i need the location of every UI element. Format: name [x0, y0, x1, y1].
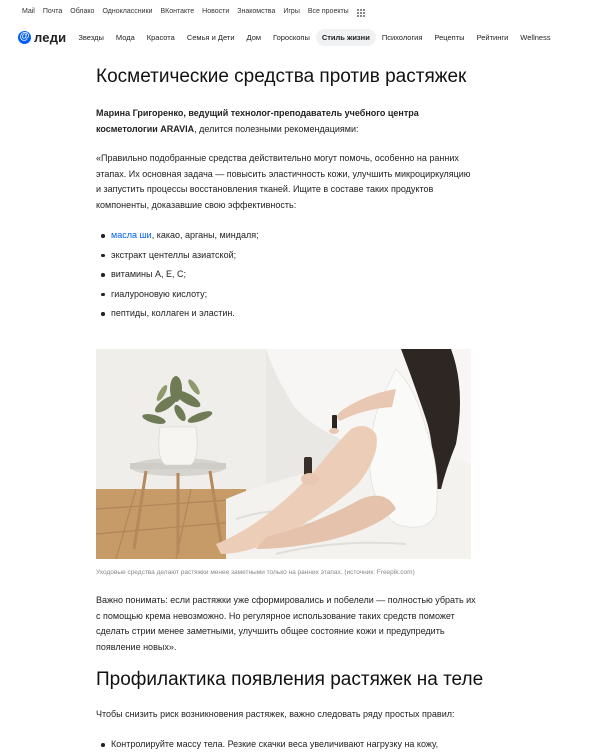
list-item: масла ши, какао, арганы, миндаля; — [96, 226, 476, 246]
shea-butter-link[interactable]: масла ши — [111, 230, 152, 240]
nav-item-lifestyle[interactable]: Стиль жизни — [316, 29, 376, 46]
at-sign-icon: @ — [19, 31, 30, 42]
expert-intro-rest: , делится полезными рекомендациями: — [194, 123, 359, 134]
portal-link-mail[interactable]: Mail — [22, 7, 35, 15]
list-item: витамины А, Е, С; — [96, 265, 476, 285]
portal-link-vkontakte[interactable]: ВКонтакте — [160, 7, 195, 15]
list-item: экстракт центеллы азиатской; — [96, 246, 476, 266]
ingredients-list — [96, 226, 476, 324]
portal-link-dating[interactable]: Знакомства — [237, 7, 276, 15]
expert-quote: «Правильно подобранные средства действительно могут помочь, особенно на ранних этапах. Их основная задача — повысить эластичность кожи, улучшить микроциркуляцию и запустить процессы восстановления тканей. Ищите в составе таких продуктов компоненты, доказавшие свою эффективность: — [96, 153, 471, 210]
nav-item-fashion[interactable]: Мода — [115, 32, 135, 42]
article-heading: Косметические средства против растяжек — [96, 66, 467, 87]
site-logo[interactable] — [18, 30, 66, 45]
grid-icon — [357, 9, 365, 17]
expert-name: Марина Григоренко, ведущий технолог-преподаватель учебного центра косметологии ARAVIA — [96, 108, 419, 134]
section-heading: Профилактика появления растяжек на теле — [96, 669, 484, 690]
portal-link-oblako[interactable]: Облако — [70, 7, 95, 15]
prevention-list — [96, 735, 476, 755]
portal-link-news[interactable]: Новости — [202, 7, 230, 15]
portal-link-all-projects[interactable]: Все проекты — [307, 7, 349, 15]
list-item: Контролируйте массу тела. Резкие скачки веса увеличивают нагрузку на кожу, — [96, 735, 476, 755]
nav-item-recipes[interactable]: Рецепты — [434, 32, 465, 42]
nav-item-stars[interactable]: Звезды — [78, 32, 104, 42]
photo-caption: Уходовые средства делают растяжки менее заметными только на ранних этапах. (источник: Freepik.com) — [96, 569, 415, 576]
projects-menu-button[interactable] — [357, 6, 365, 17]
nav-item-family[interactable]: Семья и Дети — [186, 32, 235, 42]
portal-link-games[interactable]: Игры — [283, 7, 300, 15]
section-intro: Чтобы снизить риск возникновения растяжек, важно следовать ряду простых правил: — [96, 709, 455, 719]
list-item: пептиды, коллаген и эластин. — [96, 304, 476, 324]
after-photo-paragraph: Важно понимать: если растяжки уже сформировались и побелели — полностью убрать их с помощью крема невозможно. Но регулярное использование таких средств поможет сделать стрии менее заметными, улучшить общее состояние кожи и предупредить появление новых». — [96, 595, 476, 652]
list-item: гиалуроновую кислоту; — [96, 285, 476, 305]
portal-topbar — [0, 0, 600, 22]
nav-item-psychology[interactable]: Психология — [381, 32, 423, 42]
nav-item-home[interactable]: Дом — [246, 32, 262, 42]
logo-text: леди — [34, 29, 67, 45]
nav-item-horoscopes[interactable]: Гороскопы — [273, 32, 310, 42]
nav-item-wellness[interactable]: Wellness — [520, 32, 551, 42]
photo-illustration — [96, 349, 471, 559]
site-navbar — [0, 25, 600, 49]
category-menu — [72, 29, 556, 46]
portal-link-odnoklassniki[interactable]: Одноклассники — [102, 7, 153, 15]
article-photo — [96, 349, 471, 559]
portal-link-pochta[interactable]: Почта — [42, 7, 63, 15]
nav-item-ratings[interactable]: Рейтинги — [476, 32, 509, 42]
portal-links — [0, 0, 600, 22]
expert-intro — [96, 106, 476, 137]
nav-item-beauty[interactable]: Красота — [146, 32, 175, 42]
